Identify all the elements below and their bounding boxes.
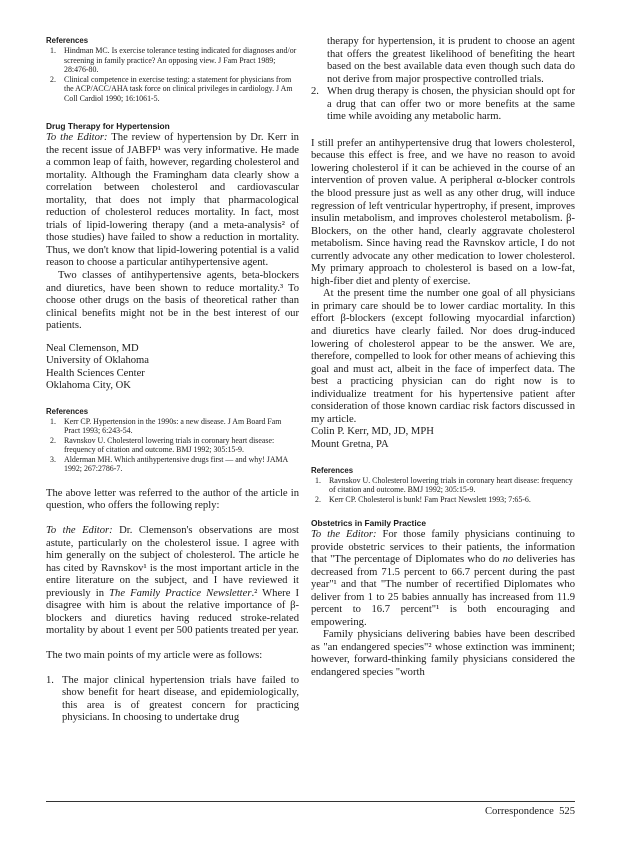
editor-note: The above letter was referred to the author of the article in question, who offers the following reply: xyxy=(46,487,299,512)
reply-paragraph: The two main points of my article were as follows: xyxy=(46,649,263,661)
page-number: 525 xyxy=(559,806,575,817)
reply-paragraph: To the Editor: Dr. Clemenson's observations are most astute, particularly on the cholesterol issue. I agree with him generally on the subject of cholesterol. The article he has cited by Ravnskov¹ is the most important article in the entire literature on the subject, and I have reviewed it previously in The Family Practice Newsletter.² Where I disagree with him is about the relative importance of β-blockers and diuretics having reduced stroke-related mortality by about 1 event per 500 patients treated per year. xyxy=(46,525,300,637)
point-list xyxy=(311,36,575,124)
reference-item xyxy=(46,417,299,436)
reference-item xyxy=(46,436,299,455)
signature-line: Mount Gretna, PA xyxy=(311,438,389,450)
reference-number: 2. xyxy=(50,74,56,84)
signature-line: University of Oklahoma xyxy=(46,355,149,367)
reference-item xyxy=(311,476,575,495)
reference-text: Ravnskov U. Cholesterol lowering trials in coronary heart disease: frequency of citation and outcome. BMJ 1992; 305:15-9. xyxy=(64,435,275,455)
signature-line: Oklahoma City, OK xyxy=(46,380,131,392)
letter-paragraph: Two classes of antihypertensive agents, beta-blockers and diuretics, have been shown to reduce mortality.³ To choose other drugs on the basis of theoretical rather than clinical benefits might not be in the best interest of our patients. xyxy=(46,270,299,332)
point-number: 2. xyxy=(311,86,319,98)
emphasis: no xyxy=(502,554,514,566)
point-number: 1. xyxy=(46,674,54,686)
reference-list xyxy=(46,417,299,474)
right-column xyxy=(311,36,575,680)
reference-text: Clinical competence in exercise testing: a statement for physicians from the ACP/ACC/AHA task force on clinical privileges in cardiology. J Am Coll Cardiol 1990; 16:1061-5. xyxy=(64,74,293,103)
salutation: To the Editor: xyxy=(46,525,113,537)
reference-item xyxy=(46,75,299,104)
point-list xyxy=(46,675,299,725)
reference-number: 3. xyxy=(50,454,56,464)
references-heading: References xyxy=(46,406,89,416)
point-text: therapy for hypertension, it is prudent to choose an agent that offers the greatest likelihood of benefiting the heart based on the best available data even though such data do not derive from major prospective controlled trials. xyxy=(327,36,575,85)
reference-number: 1. xyxy=(50,46,56,55)
point-item xyxy=(311,36,575,86)
point-item xyxy=(311,86,575,124)
signature-block xyxy=(46,343,299,393)
point-item xyxy=(46,675,299,725)
reference-text: Hindman MC. Is exercise tolerance testing indicated for diagnoses and/or screening in family practice? An opposing view. J Fam Pract 1989; 28:476-80. xyxy=(64,46,297,74)
point-text: When drug therapy is chosen, the physician should opt for a drug that can offer two or more benefits at the same time while avoiding any metabolic harm. xyxy=(327,86,575,123)
reference-list xyxy=(46,46,299,103)
footer-section: Correspondence xyxy=(484,806,554,817)
point-text: The major clinical hypertension trials have failed to show benefit for heart disease, and epidemiologically, this area is of greatest concern for practicing physicians. In choosing to undertake drug xyxy=(62,674,299,724)
signature-line: Colin P. Kerr, MD, JD, MPH xyxy=(311,426,434,438)
reference-text: Alderman MH. Which antihypertensive drugs first — and why! JAMA 1992; 267:2786-7. xyxy=(64,454,288,474)
letter-heading: Obstetrics in Family Practice xyxy=(311,518,426,528)
reference-number: 1. xyxy=(315,475,321,485)
references-heading: References xyxy=(46,36,89,45)
footer-rule xyxy=(46,801,575,802)
letter-paragraph: Family physicians delivering babies have been described as "an endangered species"² whose extinction was imminent; however, forward-thinking family physicians considered the endangered species "worth xyxy=(311,629,575,679)
signature-block xyxy=(311,426,575,451)
reference-item xyxy=(46,455,299,474)
letter-heading: Drug Therapy for Hypertension xyxy=(46,121,170,131)
reference-number: 1. xyxy=(50,416,56,426)
references-heading: References xyxy=(311,465,354,475)
letter-paragraph: To the Editor: The review of hypertension by Dr. Kerr in the recent issue of JABFP¹ was very informative. He made a common leap of faith, however, regarding cholesterol and mortality. Although the Framingham data clearly show a correlation between cholesterol and cardiovascular mortality, that does not imply that pharmacological reduction of cholesterol reduces mortality. In fact, most trials of lipid-lowering therapy (and a meta-analysis² of those studies) have failed to show a reduction in mortality. Thus, we don't know that lipid-lowering potential is a valid reason to choose a particular antihypertensive agent. xyxy=(46,132,299,269)
journal-title: The Family Practice Newsletter xyxy=(109,587,252,599)
reference-text: Kerr CP. Cholesterol is bunk! Fam Pract Newslett 1993; 7:65-6. xyxy=(329,494,531,504)
signature-line: Neal Clemenson, MD xyxy=(46,342,139,354)
signature-line: Health Sciences Center xyxy=(46,367,145,379)
reference-list xyxy=(311,476,575,505)
page-footer xyxy=(485,806,575,817)
reference-item xyxy=(46,46,299,75)
reference-text: Ravnskov U. Cholesterol lowering trials in coronary heart disease: frequency of citation and outcome. BMJ 1992; 305:15-9. xyxy=(329,475,573,494)
reference-item xyxy=(311,495,575,505)
reply-paragraph: At the present time the number one goal of all physicians in primary care should be to lower cardiac mortality. In this effort β-blockers (except following myocardial infarction) and diuretics have clearly failed. Nor does drug-induced lowering of cholesterol appear to be the answer. We are, therefore, compelled to look for other means of achieving this goal and must act, albeit in the face of imperfect data. The best a practicing physician can do right now is to individualize treatment for his hypertensive patient after consideration of those known cardiac risk factors discussed in my article. xyxy=(311,288,575,425)
reference-text: Kerr CP. Hypertension in the 1990s: a new disease. J Am Board Fam Pract 1993; 6:243-54. xyxy=(64,416,282,436)
left-column xyxy=(46,36,299,725)
salutation: To the Editor: xyxy=(46,132,108,143)
reply-paragraph: I still prefer an antihypertensive drug that lowers cholesterol, because this effect is free, and we have no reason to avoid lowering cholesterol if it can be achieved in the course of an intervention of proven value. A peripheral α-blocker controls the blood pressure just as well as any other drug, will induce regression of left ventricular hypertrophy, if present, improves insulin metabolism, and improves cholesterol metabolism. β-Blockers, on the other hand, clearly aggravate cholesterol metabolism. Since having read the Ravnskov article, I do not currently advocate any other medication to lower cholesterol. My primary approach to cholesterol is based on a low-fat, high-fiber diet and plenty of exercise. xyxy=(311,137,575,287)
reference-number: 2. xyxy=(315,494,321,504)
letter-paragraph: To the Editor: For those family physicians continuing to provide obstetric services to their patients, the information that "The percentage of Diplomates who do no deliveries has decreased from 71.5 percent to 66.7 percent during the past year"¹ and that "The number of recertified Diplomates who deliver from 1 to 25 babies annually has increased from 11.9 percent to 16.7 percent"¹ is both encouraging and empowering. xyxy=(311,529,575,628)
salutation: To the Editor: xyxy=(311,529,377,540)
reference-number: 2. xyxy=(50,435,56,445)
